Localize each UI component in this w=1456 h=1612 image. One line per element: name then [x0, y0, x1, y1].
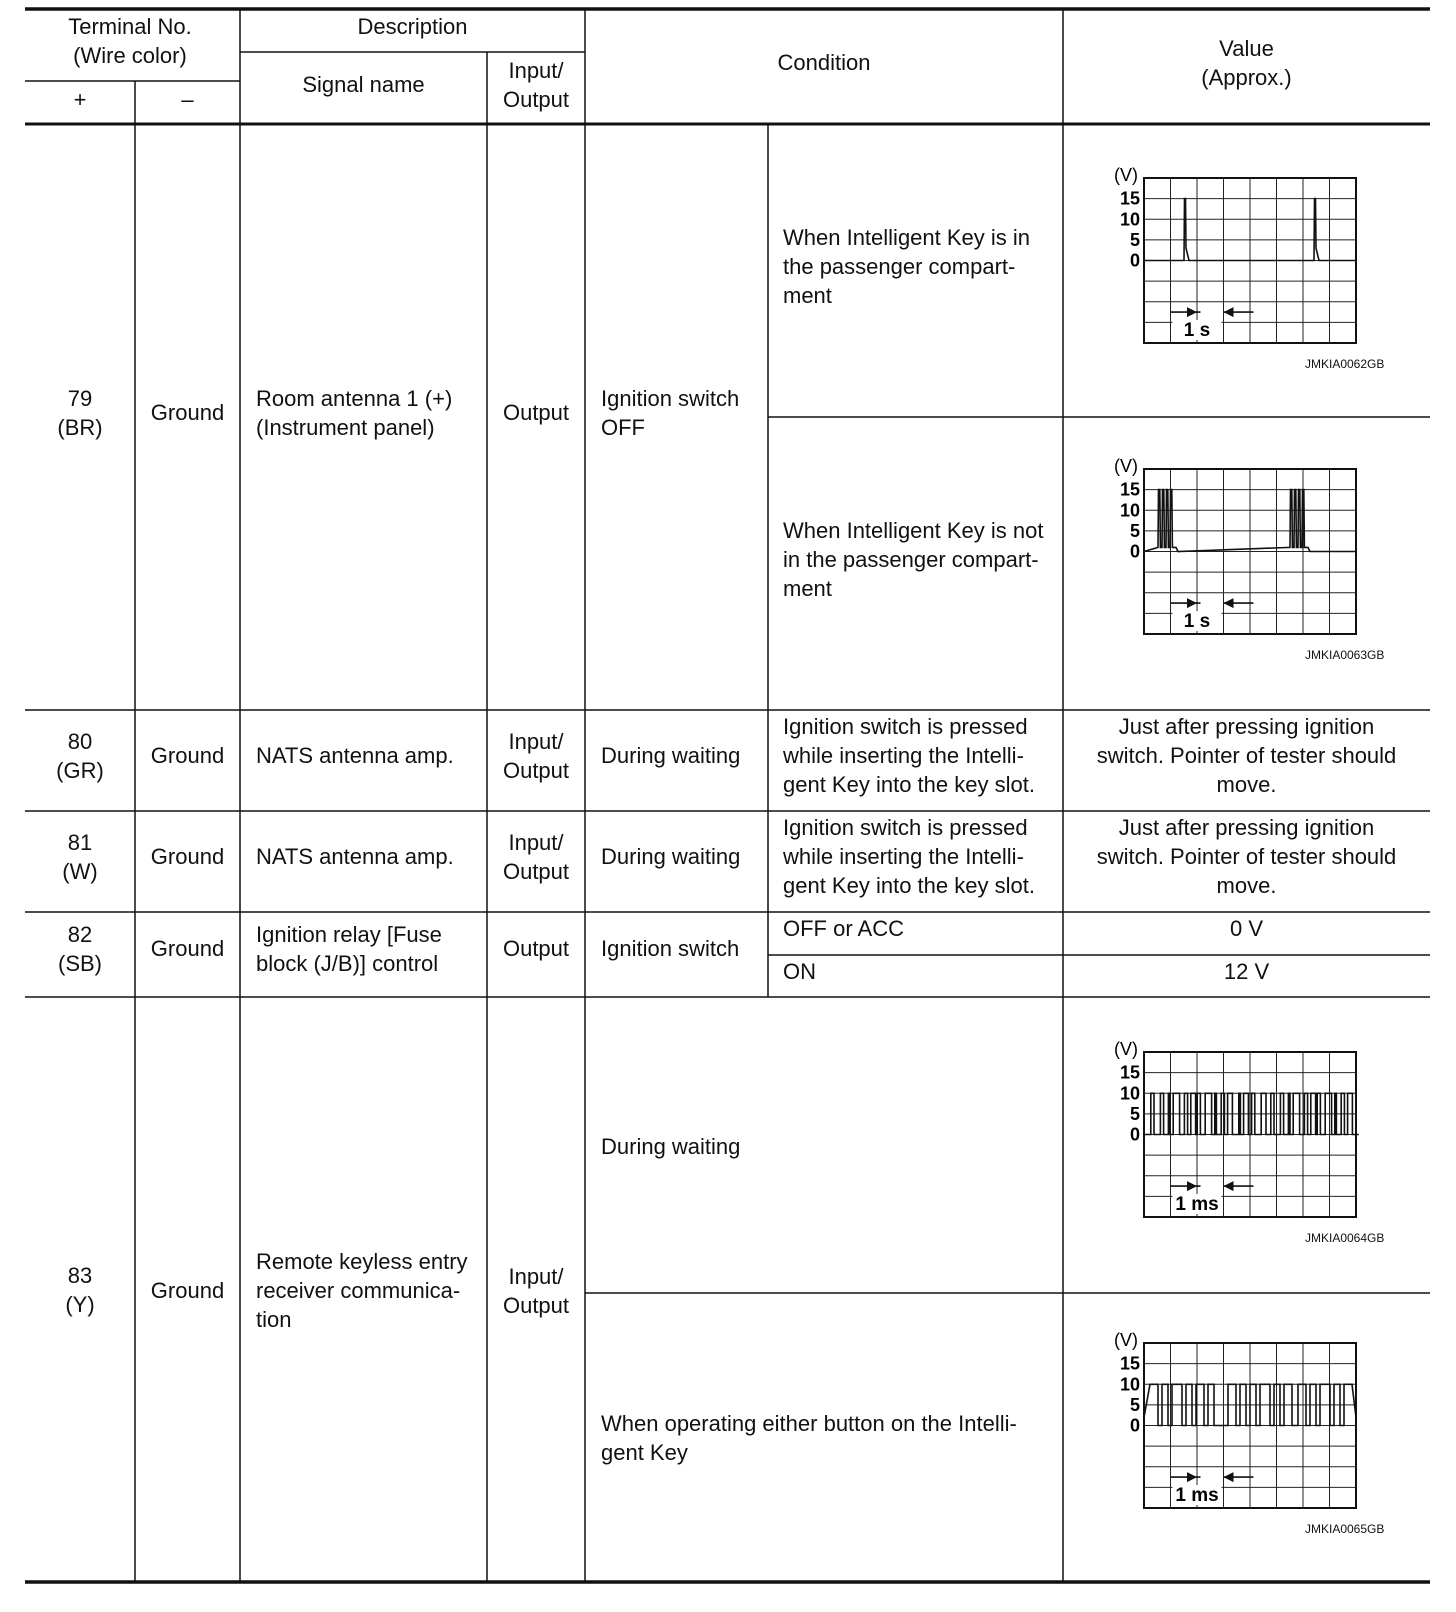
row82-io: Output	[502, 936, 570, 961]
row79-sub2-condition: When Intelligent Key is not in the passenger compart- ment	[783, 518, 1044, 601]
scope-unit-label: (V)	[1114, 456, 1138, 476]
row83-io: Input/ Output	[502, 1264, 570, 1318]
row79-condition: Ignition switch OFF	[601, 386, 740, 440]
scope-ytick-label: 5	[1129, 1103, 1140, 1124]
waveform-svg	[1108, 1331, 1363, 1527]
scope-ytick-label: 10	[1119, 1083, 1140, 1104]
figure-code-0064: JMKIA0064GB	[1305, 1231, 1385, 1245]
row79-terminal: 79 (BR)	[57, 386, 103, 440]
scope-ytick-label: 5	[1129, 520, 1140, 541]
header-description: Description	[357, 14, 468, 39]
oscilloscope-waveform-pulse-burst	[1108, 457, 1363, 658]
row80-ground: Ground	[150, 743, 225, 768]
row82-sub2-condition: ON	[783, 959, 816, 984]
row82-terminal: 82 (SB)	[58, 922, 102, 976]
header-value: Value (Approx.)	[1201, 36, 1292, 90]
row82-sub1-condition: OFF or ACC	[783, 916, 905, 941]
scope-ytick-label: 0	[1129, 1415, 1140, 1436]
scope-unit-label: (V)	[1114, 165, 1138, 185]
row80-signal: NATS antenna amp.	[256, 743, 454, 768]
row79-signal: Room antenna 1 (+) (Instrument panel)	[256, 386, 453, 440]
oscilloscope-waveform-square-data	[1108, 1331, 1363, 1532]
timebase-label: 1 s	[1183, 611, 1211, 633]
scope-ytick-label: 0	[1129, 250, 1140, 271]
waveform-svg	[1108, 166, 1363, 362]
scope-ytick-label: 0	[1129, 1124, 1140, 1145]
header-minus: –	[181, 87, 194, 112]
row80-value: Just after pressing ignition switch. Pointer of tester should move.	[1096, 714, 1397, 797]
scope-ytick-label: 10	[1119, 209, 1140, 230]
scope-ytick-label: 15	[1119, 479, 1140, 500]
scope-ytick-label: 15	[1119, 1353, 1140, 1374]
oscilloscope-waveform-dense-data	[1108, 1040, 1363, 1241]
scope-unit-label: (V)	[1114, 1039, 1138, 1059]
scope-ytick-label: 10	[1119, 500, 1140, 521]
row83-sub1-condition: During waiting	[601, 1134, 741, 1159]
row81-ground: Ground	[150, 844, 225, 869]
timebase-label: 1 ms	[1175, 1485, 1219, 1507]
header-condition: Condition	[777, 50, 871, 75]
row83-terminal: 83 (Y)	[65, 1263, 95, 1317]
figure-code-0062: JMKIA0062GB	[1305, 357, 1385, 371]
scope-ytick-label: 5	[1129, 229, 1140, 250]
header-input-output: Input/ Output	[502, 58, 570, 112]
row80-io: Input/ Output	[502, 729, 570, 783]
header-terminal-no: Terminal No. (Wire color)	[68, 14, 192, 68]
header-signal-name: Signal name	[302, 72, 425, 97]
scope-ytick-label: 10	[1119, 1374, 1140, 1395]
row81-io: Input/ Output	[502, 830, 570, 884]
scope-ytick-label: 15	[1119, 188, 1140, 209]
timebase-label: 1 ms	[1175, 1194, 1219, 1216]
row82-sub2-value: 12 V	[1223, 959, 1270, 984]
row80-terminal: 80 (GR)	[56, 729, 104, 783]
row80-condition: During waiting	[601, 743, 741, 768]
row83-signal: Remote keyless entry receiver communica- tion	[256, 1249, 468, 1332]
figure-code-0063: JMKIA0063GB	[1305, 648, 1385, 662]
row82-ground: Ground	[150, 936, 225, 961]
row81-signal: NATS antenna amp.	[256, 844, 454, 869]
row81-value: Just after pressing ignition switch. Pointer of tester should move.	[1096, 815, 1397, 898]
row82-sub1-value: 0 V	[1229, 916, 1264, 941]
row83-sub2-condition: When operating either button on the Intelli- gent Key	[601, 1411, 1017, 1465]
waveform-svg	[1108, 457, 1363, 653]
row79-ground: Ground	[150, 400, 225, 425]
waveform-svg	[1108, 1040, 1363, 1236]
scope-ytick-label: 5	[1129, 1394, 1140, 1415]
row81-condition: During waiting	[601, 844, 741, 869]
row79-io: Output	[502, 400, 570, 425]
header-plus: +	[73, 87, 87, 112]
row83-ground: Ground	[150, 1278, 225, 1303]
scope-unit-label: (V)	[1114, 1330, 1138, 1350]
figure-code-0065: JMKIA0065GB	[1305, 1522, 1385, 1536]
scope-ytick-label: 0	[1129, 541, 1140, 562]
oscilloscope-waveform-single-pulse	[1108, 166, 1363, 367]
row82-condition: Ignition switch	[601, 936, 740, 961]
row81-subcondition: Ignition switch is pressed while inserting the Intelli- gent Key into the key slot.	[783, 815, 1035, 898]
row80-subcondition: Ignition switch is pressed while inserting the Intelli- gent Key into the key slot.	[783, 714, 1035, 797]
scope-ytick-label: 15	[1119, 1062, 1140, 1083]
row79-sub1-condition: When Intelligent Key is in the passenger compart- ment	[783, 225, 1031, 308]
row82-signal: Ignition relay [Fuse block (J/B)] control	[256, 922, 442, 976]
row81-terminal: 81 (W)	[62, 830, 98, 884]
timebase-label: 1 s	[1183, 320, 1211, 342]
